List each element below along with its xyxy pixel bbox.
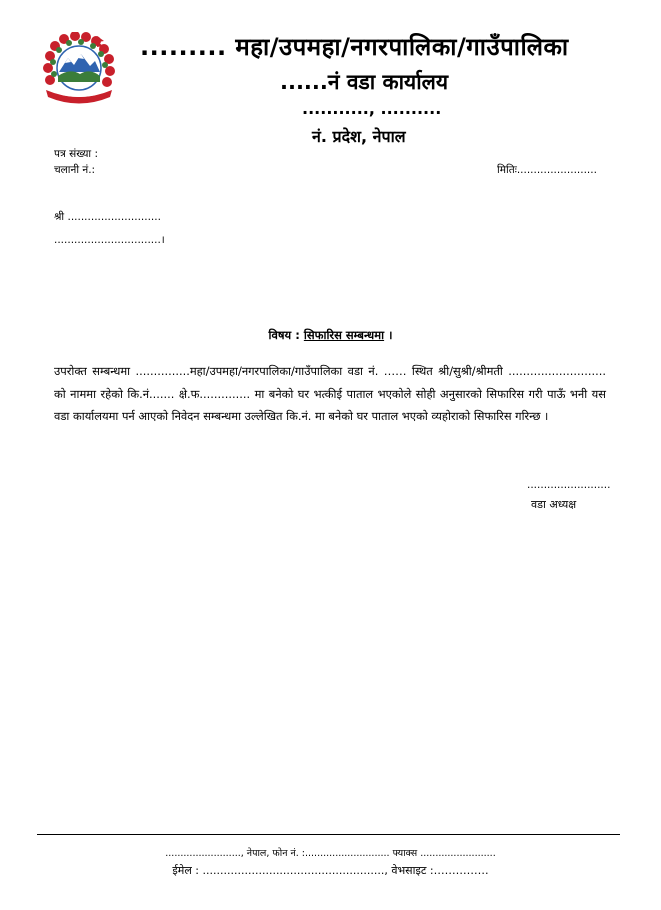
subject-text: सिफारिस सम्बन्धमा (303, 328, 385, 342)
office-title-line2: ......नं वडा कार्यालय (280, 70, 449, 94)
subject-line (0, 328, 661, 343)
letter-number-field: पत्र संख्या : (54, 148, 99, 160)
signature-label: वडा अध्यक्ष (531, 498, 577, 511)
office-province-line: नं. प्रदेश, नेपाल (312, 127, 406, 146)
office-address-line: ..........., .......... (302, 99, 442, 118)
footer-web-line: ईमेल : ...................................................., वेभसाइट :…………… (172, 864, 489, 877)
signature-line: ......................... (527, 479, 611, 491)
recipient-line2: ................................। (54, 234, 165, 246)
dispatch-number-field: चलानी नं.: (54, 164, 96, 176)
date-field: मितिः........................ (497, 164, 597, 176)
letter-body: उपरोक्त सम्बन्धमा ...............महा/उपमहा/नगरपालिका/गाउँपालिका वडा नं. …… स्थित श्री/सुश्री/श्रीमती ........................... को नाममा रहेको कि.नं....... क्षे.फ.............. मा बनेको घर भत्कीई पाताल भएकोले सोही अनुसारको सिफारिस गरी पाऊँ भनी यस वडा कार्यालयमा पर्न आएको निवेदन सम्बन्धमा उल्लेखित कि.नं. मा बनेको घर पाताल भएको व्यहोराको सिफारिस गरिन्छ । (54, 364, 606, 423)
footer-contact-line: ........................., नेपाल, फोन नं. :............................ फ्याक्स ......................... (165, 848, 496, 859)
subject-label: विषय : (268, 328, 300, 342)
footer-divider (37, 834, 620, 835)
subject-end: । (388, 328, 393, 342)
recipient-line1: श्री ............................ (54, 211, 161, 223)
nepal-emblem-icon (40, 32, 118, 106)
office-title-line1: ......... महा/उपमहा/नगरपालिका/गाउँपालिका (140, 33, 569, 61)
